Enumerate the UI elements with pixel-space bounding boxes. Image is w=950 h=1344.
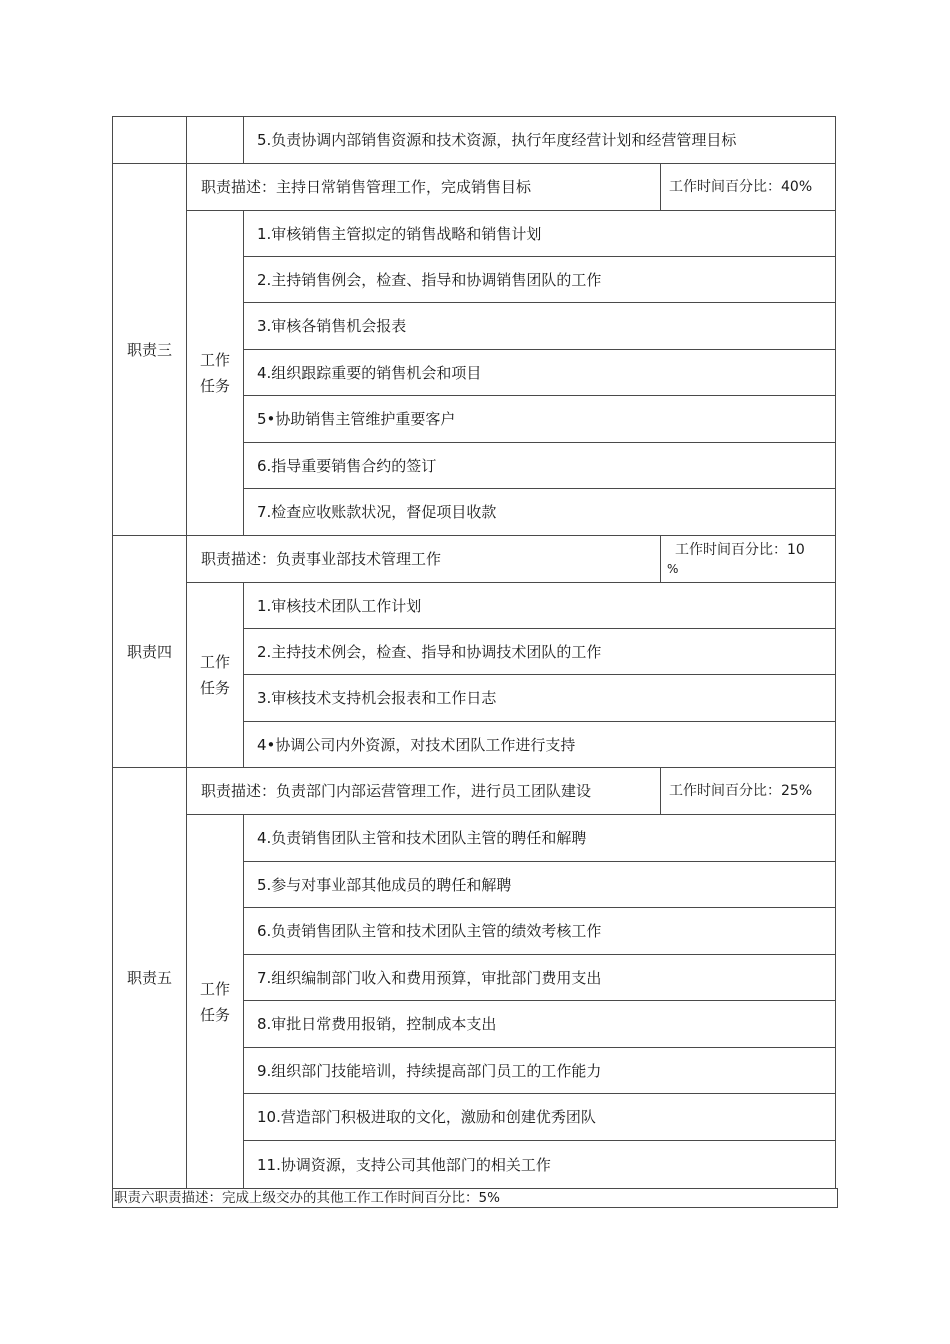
footer-duty-row: 职责六职责描述：完成上级交办的其他工作工作时间百分比：5% (112, 1188, 838, 1208)
task-item: 5.参与对事业部其他成员的聘任和解聘 (257, 875, 512, 894)
task-header (187, 583, 243, 767)
duty-title: 职责五 (126, 969, 172, 987)
duty-title: 职责三 (126, 340, 172, 359)
task-item: 1.审核销售主管拟定的销售战略和销售计划 (257, 224, 542, 243)
table-border-right (835, 116, 836, 1188)
task-item: 8.审批日常费用报销，控制成本支出 (257, 1015, 497, 1033)
task-item: 11.协调资源，支持公司其他部门的相关工作 (257, 1155, 551, 1174)
task-item: 2.主持技术例会，检查、指导和协调技术团队的工作 (257, 642, 602, 661)
time-percent-line: % (667, 562, 679, 576)
task-item: 5.负责协调内部销售资源和技术资源，执行年度经营计划和经营管理目标 (257, 131, 737, 149)
duty-title: 职责四 (126, 642, 172, 661)
task-item: 4.负责销售团队主管和技术团队主管的聘任和解聘 (257, 829, 587, 847)
task-item: 6.负责销售团队主管和技术团队主管的绩效考核工作 (257, 922, 602, 940)
task-item: 5•协助销售主管维护重要客户 (257, 410, 456, 428)
task-header (187, 815, 243, 1188)
time-percent: 工作时间百分比：40% (669, 179, 813, 195)
duty-description: 职责描述：负责部门内部运营管理工作，进行员工团队建设 (201, 782, 592, 800)
time-percent-line: 工作时间百分比：10 (675, 542, 805, 558)
task-header-line: 工作 (199, 351, 230, 369)
task-item: 3.审核各销售机会报表 (257, 317, 407, 335)
time-percent: 工作时间百分比：25% (669, 783, 813, 799)
task-header-line: 任务 (199, 1005, 230, 1024)
task-item: 4•协调公司内外资源，对技术团队工作进行支持 (257, 735, 576, 754)
task-header-line: 任务 (199, 377, 230, 395)
task-item: 3.审核技术支持机会报表和工作日志 (257, 689, 497, 707)
task-item: 4.组织跟踪重要的销售机会和项目 (257, 363, 482, 382)
task-item: 10.营造部门积极进取的文化，激励和创建优秀团队 (257, 1108, 596, 1126)
task-item: 7.检查应收账款状况，督促项目收款 (257, 503, 497, 521)
task-header-line: 任务 (199, 679, 230, 697)
duty-description: 职责描述：主持日常销售管理工作，完成销售目标 (201, 178, 532, 196)
task-header (187, 211, 243, 535)
task-header-line: 工作 (199, 979, 230, 998)
task-item: 1.审核技术团队工作计划 (257, 596, 422, 615)
task-header-line: 工作 (199, 653, 230, 671)
task-item: 7.组织编制部门收入和费用预算，审批部门费用支出 (257, 968, 602, 987)
task-item: 6.指导重要销售合约的签订 (257, 456, 437, 475)
time-percent (661, 536, 835, 582)
task-item: 9.组织部门技能培训，持续提高部门员工的工作能力 (257, 1061, 602, 1080)
duty-description: 职责描述：负责事业部技术管理工作 (201, 550, 442, 568)
task-item: 2.主持销售例会，检查、指导和协调销售团队的工作 (257, 270, 602, 289)
